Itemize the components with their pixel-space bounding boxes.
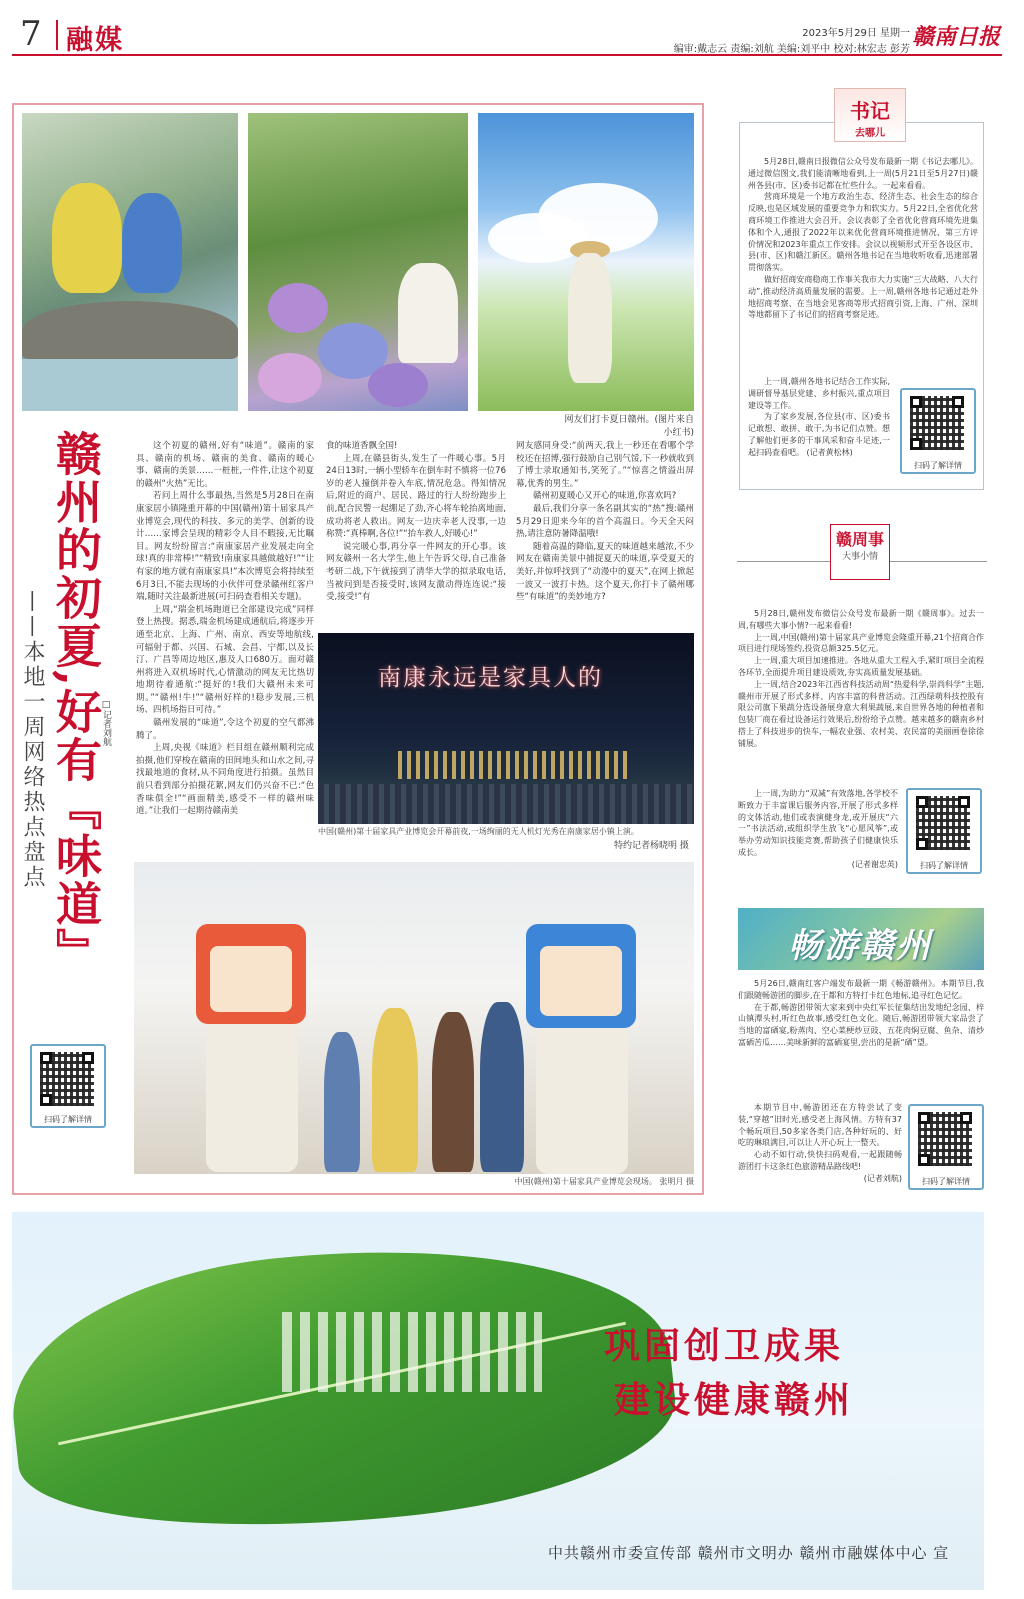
qr-finder-mark: [82, 1052, 94, 1064]
qr-finder-mark: [916, 796, 928, 808]
person-figure: [480, 1002, 524, 1172]
girl-figure: [568, 253, 612, 383]
qr-finder-mark: [958, 796, 970, 808]
paragraph: 营商环境是一个地方政治生态、经济生态、社会生态的综合反映,也是区域发展的重要竞争力和软实力。5月22日,全省优化营商环境工作推进大会召开。会议表彰了全省优化营商环境先进集体和个人,通报了2022年以来优化营商环境推进情况、第三方评价情况和2023年重点工作安排。会议以视频形式开至各设区市、县(市、区)和赣江新区。赣州各地书记在当地收听收看,迅速部署贯彻落实。: [748, 192, 978, 273]
photo-kids-in-stream: [22, 113, 238, 411]
ad-slogan: 巩固创卫成果: [604, 1325, 845, 1367]
paragraph: 上一周,赣州各地书记结合工作实际,调研督导基层党建、乡村振兴,重点项目建设等工作。: [748, 377, 890, 410]
qr-label: 扫码了解详情: [922, 1177, 970, 1186]
masthead-divider: [56, 20, 58, 50]
page-number: 7: [20, 14, 42, 54]
column-banner-travel: [738, 908, 984, 970]
qr-finder-mark: [918, 1154, 930, 1166]
byline: □记者刘航: [101, 700, 111, 746]
banner-title: 畅游赣州: [788, 926, 932, 966]
qr-finder-mark: [40, 1052, 52, 1064]
article-column-2: [326, 440, 506, 624]
paragraph: 上一周,重大项目加速推进。各地从重大工程入手,紧盯项目全流程各环节,全面提升项目建设质效,夯实高质量发展基础。: [738, 656, 984, 677]
qr-finder-mark: [910, 396, 922, 408]
paragraph: 赣州发展的“味道”,令这个初夏的空气都沸腾了。: [136, 718, 314, 741]
ad-sponsor-line: 中共赣州市委宣传部 赣州市文明办 赣州市融媒体中心 宣: [548, 1544, 950, 1562]
paragraph: 说完暖心事,再分享一件网友的开心事。该网友赣州一名大学生,他上午告诉父母,自己准备考研二战,下午就接到了清华大学的拟录取电话,当被问到是否接受时,该网友激动得连连说:“接受,接受!”有: [326, 541, 506, 603]
mascot-body: [536, 1026, 628, 1174]
photo-caption: 中国(赣州)第十届家具产业博览会开幕前夜,一场绚丽的无人机灯光秀在南康家居小镇上演。: [318, 827, 639, 836]
person-figure: [324, 1032, 360, 1172]
person-figure: [372, 1008, 418, 1172]
sidebar-article-2-cont: [738, 788, 898, 884]
city-skyline-graphic: [282, 1312, 542, 1392]
editor-credits: 编审:戴志云 责编:刘航 美编:刘平中 校对:林宏志 彭芳: [673, 44, 910, 55]
qr-finder-mark: [960, 1112, 972, 1124]
column-title: 赣周事: [835, 530, 884, 549]
ad-slogan: 建设健康赣州: [614, 1379, 855, 1421]
paragraph: 上周,在赣县街头,发生了一件暖心事。5月24日13时,一辆小型轿车在倒车时不慎将一位76岁的老人撞倒并卷入车底,情况危急。得知情况后,附近的商户、居民、路过的行人纷纷跑步上前,配合民警一起绷足了劲,齐心将车轮抬离地面,成功将老人救出。网友一边庆幸老人没事,一边称赞:“真棒啊,各位!”“抬车救人,好暖心!”: [326, 453, 506, 540]
photo-hydrangea-woman: [248, 113, 468, 411]
paragraph: 随着高温的降临,夏天的味道越来越浓,不少网友在赣南美景中捕捉夏天的味道,享受夏天的美好,并惊呼找到了“动漫中的夏天”,在网上掀起一波又一波打卡热。这个夏天,你打卡了赣州哪些“有味道”的美妙地方?: [516, 541, 694, 603]
column-title-badge: [834, 88, 906, 142]
paragraph: 本期节目中,畅游团还在方特尝试了变装,“穿越”旧时光,感受老上海风情。方特有37个畅玩项目,50多家各类门店,各种好玩的、好吃的琳琅满目,可以让人开心玩上一整天。: [738, 1103, 902, 1148]
column-subtitle: 去哪儿: [855, 128, 885, 139]
qr-label: 扫码了解详情: [914, 461, 962, 470]
paragraph: 网友感同身受:“前两天,我上一秒还在看哪个学校还在招博,强行鼓励自己别气馁,下一秒就收到了博士录取通知书,笑死了。”“惊喜之情溢出屏幕,优秀的男生。”: [516, 441, 694, 489]
photo-caption: 中国(赣州)第十届家具产业博览会现场。 张明月 摄: [514, 1177, 694, 1186]
photo-caption: 网友们打卡夏日赣州。(图片来自小红书): [564, 415, 694, 438]
qr-finder-mark: [916, 838, 928, 850]
qr-label: 扫码了解详情: [44, 1115, 92, 1124]
photo-drone-show: [318, 633, 694, 824]
paragraph: 上一周,中国(赣州)第十届家具产业博览会隆重开幕,21个招商合作项目进行现场签约,投资总额325.5亿元。: [738, 632, 984, 654]
cloud-shape: [488, 213, 588, 263]
paragraph: 这个初夏的赣州,好有“味道”。赣南的家具、赣南的机场、赣南的美食、赣南的暖心事、赣南的美景……一桩桩,一件件,让这个初夏的赣州“火热”无比。: [136, 441, 314, 489]
drone-light-text: 南康永远是家具人的: [378, 665, 603, 691]
paragraph: 上一周,结合2023年江西省科技活动周“热爱科学,崇尚科学”主题,赣州市开展了形式多样、内容丰富的科普活动。江西绿萌科技控股有限公司旗下果蔬分选设备展身意大利果蔬展,来自世界各地的种植者和包装厂商在看过设备运行效果后,纷纷给予点赞。越来越多的赣南乡村搭上了科技进步的快车,一幅农业强、农村美、农民富的美丽画卷徐徐铺展。: [738, 679, 984, 748]
paragraph: 最后,我们分享一条名副其实的“热”搜:赣州5月29日迎来今年的首个高温日。今天全天闷热,请注意防暑降温哦!: [516, 503, 694, 540]
sidebar-article-1: [748, 156, 978, 384]
paragraph: 5月28日,赣州发布微信公众号发布最新一期《赣周事》。过去一周,有哪些大事小情?一起来看看!: [738, 609, 984, 630]
section-title: 融媒: [66, 25, 124, 56]
paragraph: 上周,“瑞金机场跑道已全部建设完成”同样登上热搜。据悉,瑞金机场建成通航后,将逐步开通至北京、上海、广州、南京、西安等地航线,可辐射于都、兴国、石城、会昌、宁都,以及长汀、广昌等周边地区,惠及人口680万。面对赣州将进入双机场时代,心情激动的网友无比热切地期待着通航:“挺好的!我们大赣州未来可期。”“赣州!牛!”“赣州好样的!稳步发展,三机场、四机场指日可待。”: [136, 604, 314, 716]
paragraph: 5月26日,赣南红客户端发布最新一期《畅游赣州》。本期节目,我们跟随畅游团的脚步,在于都和方特打卡红色地标,追寻红色记忆。: [738, 979, 984, 1000]
column-title-badge: [830, 524, 890, 580]
paragraph: 食的味道香飘全国!: [326, 441, 398, 451]
qr-finder-mark: [952, 396, 964, 408]
woman-figure: [398, 263, 458, 363]
flower-shape: [268, 283, 328, 333]
photo-credit: 特约记者杨晓明 摄: [614, 841, 689, 851]
photo-girl-on-lawn: [478, 113, 694, 411]
flower-shape: [368, 363, 428, 407]
paragraph: (记者谢忠英): [851, 859, 898, 869]
paragraph: (记者刘航): [863, 1173, 902, 1183]
person-figure: [432, 1012, 474, 1172]
paragraph: 上一周,为助力“双减”有效落地,各学校不断致力于丰富课后服务内容,开展了形式多样的文体活动,他们或表演健身龙,或开展庆“六一”书法活动,或组织学生放飞“心愿风筝”,或举办劳动知识技能竞赛,帮助孩子们健康快乐成长。: [738, 789, 898, 857]
child-figure: [52, 183, 122, 293]
column-title: 书记: [850, 99, 890, 123]
qr-finder-mark: [918, 1112, 930, 1124]
newspaper-logo: 赣南日报: [911, 24, 1000, 50]
qr-finder-mark: [910, 438, 922, 450]
sidebar-article-3-cont: [738, 1102, 902, 1198]
water-shape: [22, 359, 238, 411]
photo-furniture-expo: [134, 862, 694, 1174]
paragraph: 5月28日,赣南日报微信公众号发布最新一期《书记去哪儿》。通过微信图文,我们能清晰地看到,上一周(5月21日至5月27日)赣州各县(市、区)委书记都在忙些什么。一起来看看。: [748, 157, 978, 190]
paragraph: 在于都,畅游团带领大家来到中央红军长征集结出发地纪念园、梓山镇潭头村,听红色故事,感受红色文化。随后,畅游团带领大家品尝了当地的富硒宴,粉蒸肉、空心菜梗炒豆豉、五花肉焖豆腐、鱼杂、清炒富硒苦瓜……美味新鲜的富硒宴里,尝出的是新“硒”望。: [738, 1002, 984, 1047]
paragraph: 赣州初夏暖心又开心的味道,你喜欢吗?: [533, 491, 677, 502]
masthead: [12, 10, 1002, 56]
city-lights: [398, 751, 628, 779]
paragraph: 若问上周什么事最热,当然是5月28日在南康家居小镇隆重开幕的中国(赣州)第十届家具产业博览会,现代的科技、多元的美学、创新的设计……家博会呈现的精彩令人目不暇接,无比瞩目。网友纷纷留言:“南康家居产业发展走向全球!真的非常棒!”“精致!南康家具越做越好!”“让有家的地方就有南康家具!”本次博览会将持续至6月3日,不能去现场的小伙伴可登录赣州红客户端,随时关注最新进展(可扫码查看相关专题)。: [136, 491, 314, 603]
paragraph: 心动不如行动,快快扫码观看,一起跟随畅游团打卡这条红色旅游精品路线吧!: [738, 1150, 902, 1171]
headline: 赣州的初夏,好有『味道』: [49, 430, 103, 977]
paragraph: 为了家乡发展,各位县(市、区)委书记敢想、敢拼、敢干,为书记们点赞。想了解他们更多的干事风采和奋斗足迹,一起扫码查看吧。 (记者黄松林): [748, 412, 890, 457]
child-figure: [122, 193, 182, 293]
mascot-body: [206, 1022, 298, 1172]
sidebar-article-1-cont: [748, 376, 890, 484]
qr-label: 扫码了解详情: [920, 861, 968, 870]
mascot-face: [210, 946, 292, 1012]
issue-date: 2023年5月29日 星期一: [802, 28, 910, 39]
article-column-3: [516, 440, 694, 624]
flower-shape: [258, 353, 322, 403]
qr-finder-mark: [40, 1094, 52, 1106]
sidebar-article-3: [738, 978, 984, 1102]
article-column-1: [136, 440, 314, 858]
crowd-shape: [318, 784, 694, 824]
subheadline: ——本地一周网络热点盘点: [20, 590, 45, 890]
paragraph: 做好招商安商稳商工作事关我市大力实施“三大战略、八大行动”,推动经济高质量发展的需要。上一周,赣州各地书记通过赴外地招商考察、在当地会见客商等形式招商引资,上海、广州、深圳等地都留下了书记们的招商考察足迹。: [748, 274, 978, 320]
mascot-face: [540, 946, 622, 1016]
sidebar-article-2: [738, 608, 984, 788]
rock-shape: [22, 301, 238, 361]
paragraph: 上周,央视《味道》栏目组在赣州顺利完成拍摄,他们穿梭在赣南的田间地头和山水之间,寻找最地道的食材,从不同角度进行拍摄。虽然目前只看到部分拍摄花絮,网友们仍兴奋不已:“色香味俱全!”“画面精美,感受不一样的赣州味道。”让我们一起期待赣南美: [136, 743, 314, 817]
column-subtitle: 大事小情: [841, 552, 878, 562]
